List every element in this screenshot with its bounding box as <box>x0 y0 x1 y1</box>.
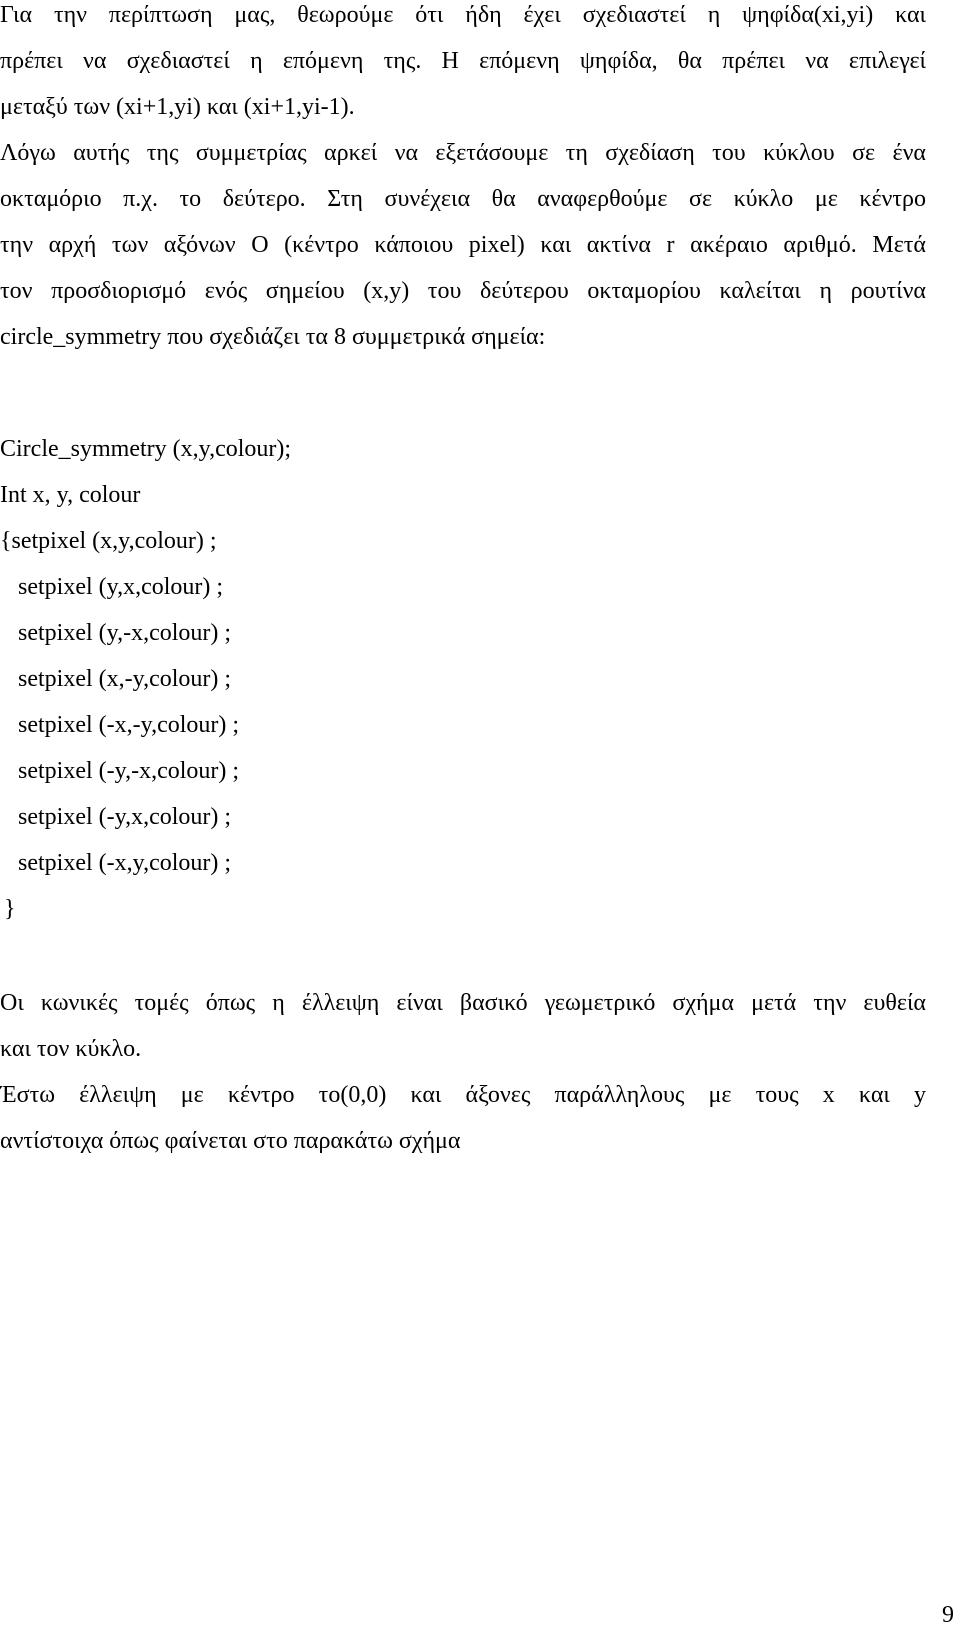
paragraph-line: και τον κύκλο. <box>0 1036 142 1062</box>
paragraph-line: Έστω έλλειψη με κέντρο το(0,0) και άξονες παράλληλους με τους x και y <box>0 1082 926 1108</box>
paragraph-line: Οι κωνικές τομές όπως η έλλειψη είναι βασικό γεωμετρικό σχήμα μετά την ευθεία <box>0 990 926 1016</box>
code-line: setpixel (x,-y,colour) ; <box>18 666 232 692</box>
code-line: setpixel (-x,-y,colour) ; <box>18 712 240 738</box>
code-closing-brace: } <box>4 896 16 922</box>
code-line: setpixel (-x,y,colour) ; <box>18 850 232 876</box>
code-line: {setpixel (x,y,colour) ; <box>0 528 217 554</box>
paragraph-line: circle_symmetry που σχεδιάζει τα 8 συμμετρικά σημεία: <box>0 324 546 350</box>
code-line: setpixel (-y,x,colour) ; <box>18 804 232 830</box>
paragraph-line: την αρχή των αξόνων O (κέντρο κάποιου pixel) και ακτίνα r ακέραιο αριθμό. Μετά <box>0 232 926 258</box>
code-signature: Circle_symmetry (x,y,colour); <box>0 436 292 462</box>
paragraph-line: αντίστοιχα όπως φαίνεται στο παρακάτω σχήμα <box>0 1128 461 1154</box>
paragraph-line: τον προσδιορισμό ενός σημείου (x,y) του δεύτερου οκταμορίου καλείται η ρουτίνα <box>0 278 926 304</box>
code-line: setpixel (-y,-x,colour) ; <box>18 758 240 784</box>
paragraph-line: οκταμόριο π.χ. το δεύτερο. Στη συνέχεια θα αναφερθούμε σε κύκλο με κέντρο <box>0 186 926 212</box>
paragraph-line: μεταξύ των (xi+1,yi) και (xi+1,yi-1). <box>0 94 355 120</box>
code-line: setpixel (y,-x,colour) ; <box>18 620 232 646</box>
paragraph-line: Για την περίπτωση μας, θεωρούμε ότι ήδη έχει σχεδιαστεί η ψηφίδα(xi,yi) και <box>0 2 926 28</box>
paragraph-line: Λόγω αυτής της συμμετρίας αρκεί να εξετάσουμε τη σχεδίαση του κύκλου σε ένα <box>0 140 926 166</box>
code-declaration: Int x, y, colour <box>0 482 141 508</box>
code-line: setpixel (y,x,colour) ; <box>18 574 224 600</box>
paragraph-line: πρέπει να σχεδιαστεί η επόμενη της. Η επόμενη ψηφίδα, θα πρέπει να επιλεγεί <box>0 48 926 74</box>
page-number: 9 <box>942 1602 954 1628</box>
